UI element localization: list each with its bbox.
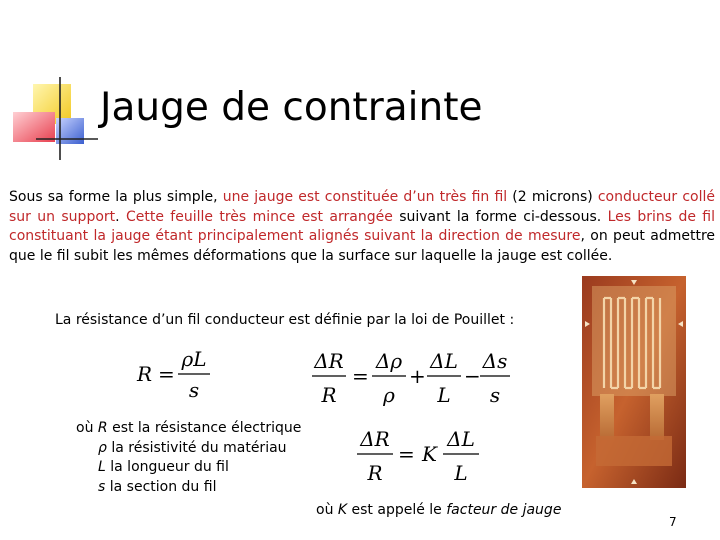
relative-variation-formula [310,346,515,410]
definition-line: où R est la résistance électrique [76,420,302,436]
formula2-term3-denominator: L [437,383,451,407]
formula2-plus: + [409,364,426,388]
paragraph-segment: conducteur collé sur un support [9,189,715,225]
paragraph-segment: Cette feuille très mince est arrangée [125,208,393,225]
formula2-term3-numerator: ΔL [430,349,458,373]
formula1-denominator: s [188,378,200,402]
description-paragraph [9,188,715,266]
formula2-equals: = [352,364,369,388]
paragraph-segment: . [115,208,126,225]
paragraph-segment: (2 microns) [507,189,598,205]
pouillet-formula [134,344,224,406]
paragraph-segment: , on peut admettre que le fil subit les mêmes déformations que la surface sur laquelle la jauge est collée. [9,228,716,264]
slide-logo-decoration [0,0,100,170]
symbol-definitions [76,419,301,497]
formula2-term4-denominator: s [489,383,501,407]
formula2-minus: − [464,364,481,388]
gauge-factor-definition: où K est appelé le facteur de jauge [316,502,562,518]
pouillet-intro-text: La résistance d’un fil conducteur est définie par la loi de Pouillet : [55,312,515,328]
formula2-term2-denominator: ρ [383,383,395,407]
formula3-term2-numerator: ΔL [447,427,475,451]
formula1-equals: = [158,362,175,386]
formula2-term1-denominator: R [321,383,337,407]
definition-line: s la section du fil [98,478,217,495]
formula2-term1-numerator: ΔR [314,349,344,373]
formula1-numerator: ρL [181,347,207,371]
paragraph-segment: une jauge est constituée d’un très fin fil [222,189,508,205]
gauge-factor-formula [354,422,484,488]
page-number: 7 [669,515,677,529]
slide-title: Jauge de contrainte [100,85,483,130]
formula2-term2-numerator: Δρ [375,349,403,373]
paragraph-segment: Sous sa forme la plus simple, [9,189,223,205]
strain-gauge-image [582,276,686,488]
formula3-term2-denominator: L [454,461,468,485]
definition-line: L la longueur du fil [98,459,229,475]
definition-line: ρ la résistivité du matériau [98,439,287,456]
formula2-term4-numerator: Δs [482,349,508,373]
formula3-term1-numerator: ΔR [360,427,390,451]
formula1-lhs: R [137,362,153,386]
paragraph-segment: suivant la forme ci-dessous. [392,208,608,225]
formula3-equals: = [398,442,415,466]
paragraph-segment: Les brins de fil constituant la jauge étant principalement alignés suivant la direction de mesure [9,208,716,244]
formula3-term1-denominator: R [367,461,383,485]
formula3-k: K [422,442,437,466]
